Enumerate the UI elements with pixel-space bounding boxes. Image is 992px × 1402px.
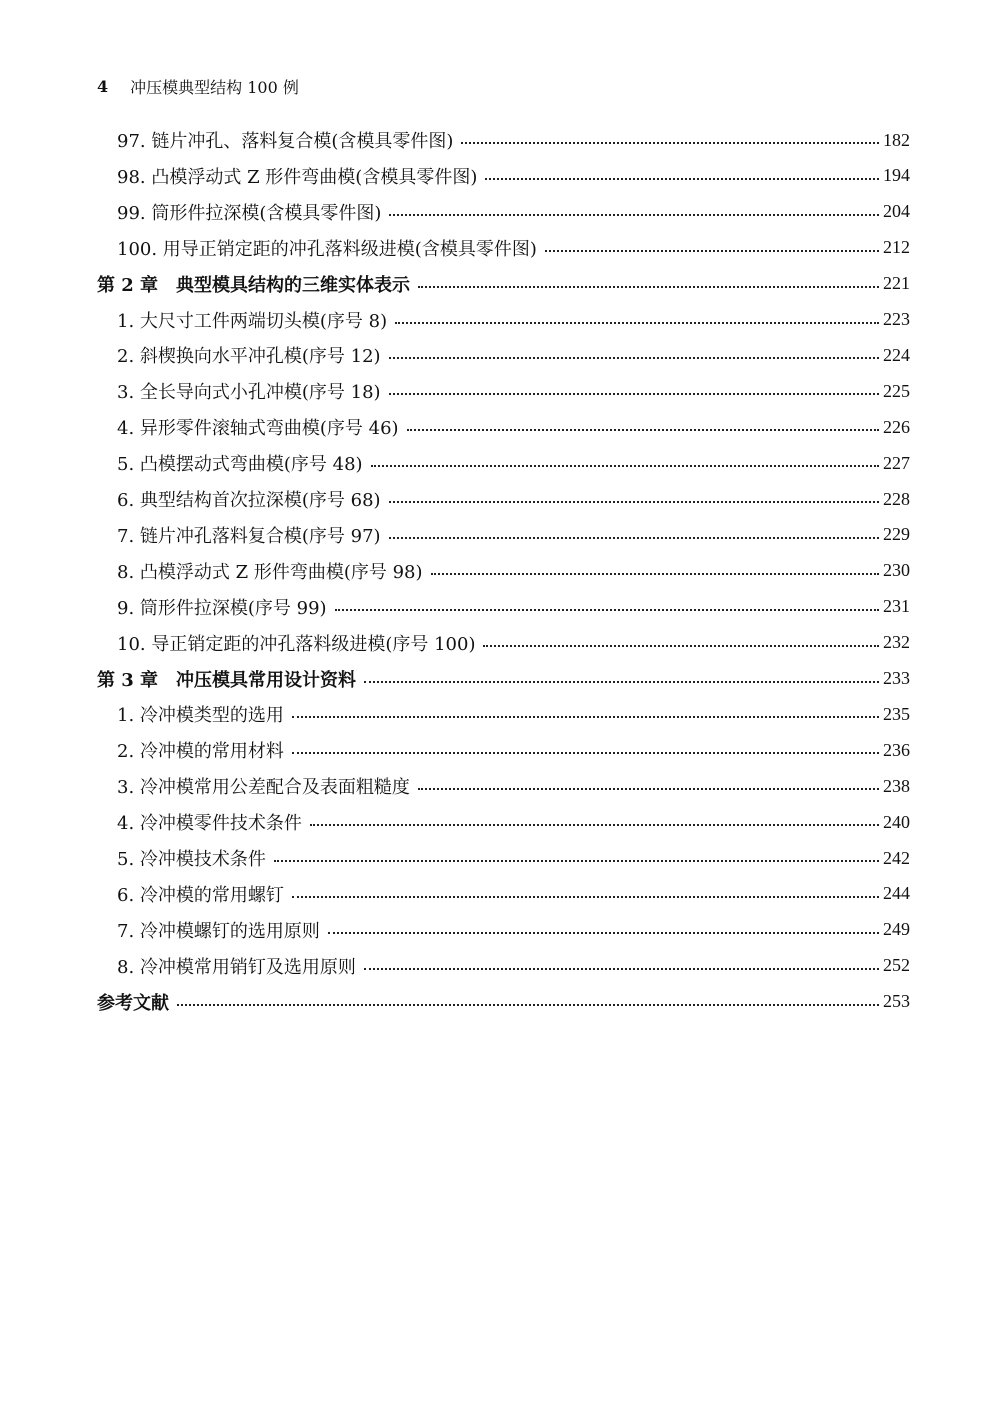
toc-entry-title: 2. 斜楔换向水平冲孔模(序号 12) [117,346,381,368]
toc-entry-title: 6. 冷冲模的常用螺钉 [117,884,284,906]
toc-entry[interactable] [117,625,910,661]
toc-entry-title: 2. 冷冲模的常用材料 [117,741,284,763]
toc-entry[interactable] [117,517,910,553]
toc-entry-title: 7. 冷冲模螺钉的选用原则 [117,920,320,942]
header-page-number: 4 [97,76,109,96]
toc-entry[interactable] [117,589,910,625]
dot-leader [371,463,879,467]
dot-leader [292,750,879,754]
dot-leader [389,391,879,395]
toc-entry-page-number: 223 [883,309,910,329]
toc-entry-page-number: 230 [883,560,910,581]
dot-leader [431,571,879,575]
toc-entry[interactable] [117,696,910,732]
toc-entry[interactable] [117,912,910,948]
toc-entry-page-number: 212 [883,237,910,258]
toc-chapter-entry[interactable] [97,661,910,697]
toc-entry[interactable] [117,732,910,768]
toc-entry[interactable] [117,553,910,589]
toc-entry[interactable] [117,194,910,230]
toc-entry[interactable] [117,409,910,445]
dot-leader [485,176,879,180]
toc-entry-title: 5. 冷冲模技术条件 [117,849,266,870]
dot-leader [177,1002,879,1006]
dot-leader [418,786,879,790]
toc-entry[interactable] [117,481,910,517]
dot-leader [389,355,879,359]
toc-entry-title: 9. 筒形件拉深模(序号 99) [117,597,327,619]
toc-entry-page-number: 232 [883,632,910,653]
header-book-title: 冲压模典型结构 100 例 [130,77,299,97]
toc-entry-page-number: 242 [883,847,910,868]
toc-entry-title: 8. 冷冲模常用销钉及选用原则 [117,956,356,978]
toc-entry-page-number: 249 [883,919,910,940]
toc-entry-page-number: 224 [883,344,910,365]
toc-entry[interactable] [117,840,910,876]
toc-entry-title: 8. 凸模浮动式 Z 形件弯曲模(序号 98) [117,561,423,583]
toc-entry-page-number: 194 [883,165,910,186]
dot-leader [310,822,879,826]
toc-entry-page-number: 182 [883,129,910,150]
dot-leader [274,858,879,862]
toc-entry-title: 100. 用导正销定距的冲孔落料级进模(含模具零件图) [117,238,537,260]
toc-entry-page-number: 221 [883,273,910,294]
dot-leader [389,212,879,216]
toc-entry-page-number: 229 [883,524,910,545]
toc-entry[interactable] [117,804,910,840]
dot-leader [545,248,879,252]
dot-leader [292,714,879,718]
toc-entry-title: 99. 筒形件拉深模(含模具零件图) [117,202,382,224]
toc-entry[interactable] [117,948,910,984]
toc-entry[interactable] [117,445,910,481]
toc-entry-page-number: 238 [883,775,910,796]
dot-leader [292,894,879,898]
toc-entry-title: 1. 大尺寸工件两端切头模(序号 8) [117,310,388,332]
running-header [97,74,299,98]
toc-entry-title: 6. 典型结构首次拉深模(序号 68) [117,490,381,511]
toc-chapter-entry[interactable] [97,266,910,302]
toc-entry[interactable] [117,337,910,373]
dot-leader [407,427,879,431]
toc-entry-title: 1. 冷冲模类型的选用 [117,705,284,727]
dot-leader [483,643,879,647]
toc-entry-page-number: 227 [883,452,910,473]
toc-entry-page-number: 244 [883,883,910,904]
toc-entry-page-number: 233 [883,668,910,688]
toc-entry-title: 3. 冷冲模常用公差配合及表面粗糙度 [117,777,410,799]
toc-entry-title: 97. 链片冲孔、落料复合模(含模具零件图) [117,131,454,152]
toc-entry-page-number: 225 [883,380,910,401]
toc-entry[interactable] [117,768,910,804]
toc-entry-title: 参考文献 [97,992,169,1014]
toc-entry-page-number: 231 [883,596,910,617]
toc-entry[interactable] [117,122,910,158]
toc-chapter-entry[interactable] [97,984,910,1020]
toc-entry-title: 3. 全长导向式小孔冲模(序号 18) [117,382,381,404]
toc-entry-page-number: 235 [883,703,910,724]
toc-entry-page-number: 204 [883,201,910,222]
toc-entry[interactable] [117,373,910,409]
toc-entry[interactable] [117,876,910,912]
toc-entry-page-number: 236 [883,739,910,760]
toc-entry-title: 7. 链片冲孔落料复合模(序号 97) [117,525,381,547]
toc-entry[interactable] [117,230,910,266]
toc-entry-title: 第 3 章 冲压模具常用设计资料 [97,669,357,691]
toc-entry-page-number: 253 [883,991,910,1012]
dot-leader [461,140,879,144]
toc-entry-page-number: 226 [883,416,910,437]
toc-entry[interactable] [117,158,910,194]
toc-entry-page-number: 228 [883,488,910,509]
dot-leader [395,320,879,324]
dot-leader [364,966,879,970]
toc-entry-page-number: 252 [883,955,910,976]
dot-leader [328,930,879,934]
dot-leader [389,499,879,503]
dot-leader [389,535,879,539]
toc-entry-title: 5. 凸模摆动式弯曲模(序号 48) [117,454,363,476]
dot-leader [418,284,879,288]
toc-entry-page-number: 240 [883,811,910,832]
toc-entry-title: 10. 导正销定距的冲孔落料级进模(序号 100) [117,633,476,655]
toc-entry-title: 第 2 章 典型模具结构的三维实体表示 [97,274,411,296]
toc-entry-title: 4. 异形零件滚轴式弯曲模(序号 46) [117,418,399,440]
dot-leader [335,607,879,611]
dot-leader [364,679,879,683]
toc-entry-title: 4. 冷冲模零件技术条件 [117,813,302,835]
toc-entry-title: 98. 凸模浮动式 Z 形件弯曲模(含模具零件图) [117,166,478,188]
toc-entry[interactable] [117,302,910,338]
